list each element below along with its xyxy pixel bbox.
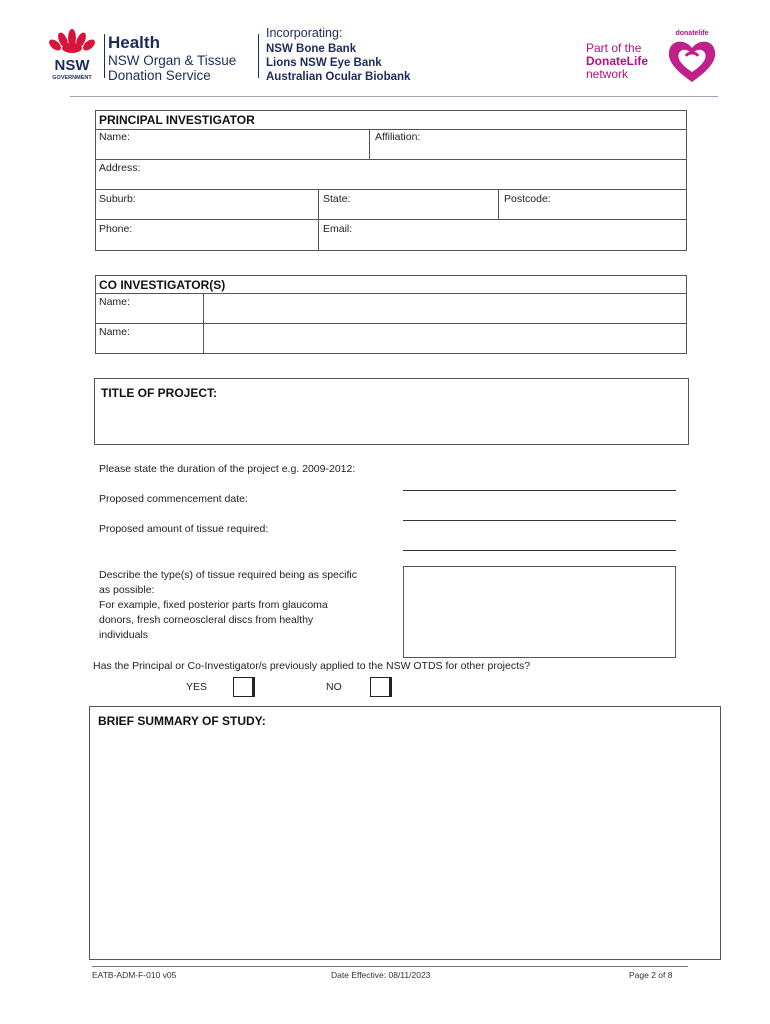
amount-question: Proposed amount of tissue required:	[99, 523, 269, 535]
commencement-answer-line[interactable]	[403, 520, 676, 521]
donatelife-partof: Part of the DonateLife network	[586, 41, 649, 81]
bank-item: Australian Ocular Biobank	[266, 71, 411, 83]
nsw-waratah-logo	[42, 28, 102, 82]
summary-heading: BRIEF SUMMARY OF STUDY:	[98, 714, 266, 728]
donatelife-logo	[664, 28, 720, 86]
header-rule	[70, 96, 718, 97]
no-label: NO	[326, 681, 342, 693]
pi-postcode-field[interactable]: Postcode:	[504, 193, 551, 205]
incorporating-label: Incorporating:	[266, 26, 343, 40]
describe-tissue-answer-box[interactable]	[403, 566, 676, 658]
commencement-question: Proposed commencement date:	[99, 493, 248, 505]
co-name-field-2[interactable]: Name:	[99, 326, 130, 338]
principal-heading: PRINCIPAL INVESTIGATOR	[99, 113, 255, 127]
svg-text:GOVERNMENT: GOVERNMENT	[52, 75, 92, 81]
col-divider	[369, 129, 370, 159]
health-label: Health	[108, 33, 160, 52]
pi-name-field[interactable]: Name:	[99, 131, 130, 143]
footer-page-number: Page 2 of 8	[629, 970, 673, 980]
title-project-heading: TITLE OF PROJECT:	[101, 386, 218, 400]
applied-question: Has the Principal or Co-Investigator/s previously applied to the NSW OTDS for other projects?	[93, 660, 531, 672]
svg-text:donatelife: donatelife	[675, 30, 709, 37]
pi-state-field[interactable]: State:	[323, 193, 351, 205]
describe-tissue-question: Describe the type(s) of tissue required being as specific as possible: For example, fixed posterior parts from glaucoma donors, fresh corneoscleral discs from healthy individuals	[99, 569, 357, 641]
footer-rule	[92, 966, 688, 967]
yes-checkbox[interactable]	[233, 677, 255, 697]
row-divider	[95, 129, 687, 130]
pi-email-field[interactable]: Email:	[323, 223, 353, 235]
bank-item: Lions NSW Eye Bank	[266, 57, 382, 69]
header-divider	[104, 34, 105, 78]
footer-date-effective: Date Effective: 08/11/2023	[331, 970, 431, 980]
col-divider	[203, 293, 204, 354]
pi-affiliation-field[interactable]: Affiliation:	[375, 131, 421, 143]
row-divider	[95, 293, 687, 294]
brief-summary-box[interactable]	[89, 706, 721, 960]
svg-text:NSW: NSW	[54, 57, 90, 74]
pi-phone-field[interactable]: Phone:	[99, 223, 133, 235]
org-name: NSW Organ & Tissue Donation Service	[108, 53, 237, 83]
row-divider	[95, 219, 687, 220]
footer-doc-code: EATB-ADM-F-010 v05	[92, 970, 177, 980]
pi-suburb-field[interactable]: Suburb:	[99, 193, 136, 205]
no-checkbox[interactable]	[370, 677, 392, 697]
duration-answer-line[interactable]	[403, 490, 676, 491]
co-name-field-1[interactable]: Name:	[99, 296, 130, 308]
yes-label: YES	[186, 681, 208, 693]
row-divider	[95, 323, 687, 324]
amount-answer-line[interactable]	[403, 550, 676, 551]
duration-question: Please state the duration of the project e.g. 2009-2012:	[99, 463, 356, 475]
header-divider-2	[258, 34, 259, 78]
bank-item: NSW Bone Bank	[266, 43, 357, 55]
row-divider	[95, 189, 687, 190]
row-divider	[95, 159, 687, 160]
bank-list	[266, 42, 410, 84]
co-heading: CO INVESTIGATOR(S)	[99, 278, 226, 292]
col-divider	[318, 189, 319, 251]
pi-address-field[interactable]: Address:	[99, 162, 141, 174]
col-divider	[498, 189, 499, 219]
